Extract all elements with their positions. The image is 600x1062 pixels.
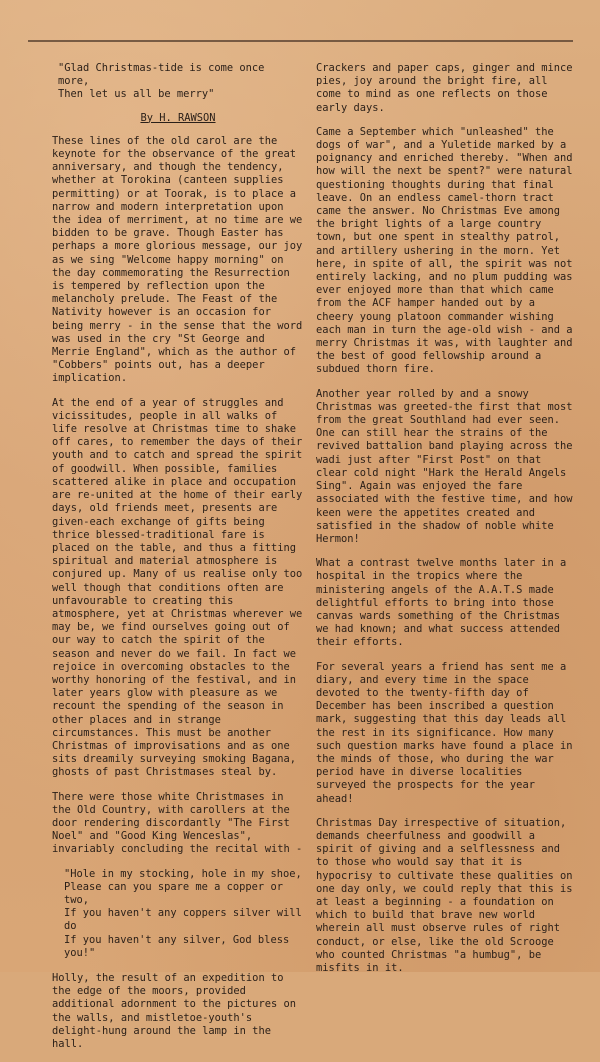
left-column <box>52 62 304 1062</box>
left-paragraph-1: These lines of the old carol are the keynote for the observance of the great anniversary, and though the tendency, whether at Torokina (canteen supplies permitting) or at Toorak, is to place a narrow and modern interpretation upon the idea of merriment, at no time are we bidden to be grave. Though Easter has perhaps a more glorious message, our joy as we sing "Welcome happy morning" on the day commemorating the Resurrection is tempered by reflection upon the melancholy prelude. The Feast of the Nativity however is an occasion for being merry - in the sense that the word was used in the cry "St George and Merrie England", which as the author of "Cobbers" points out, has a deeper implication. <box>52 134 303 385</box>
top-rule <box>28 40 573 42</box>
right-paragraph-5: For several years a friend has sent me a diary, and every time in the space devoted to the twenty-fifth day of December has been inscribed a question mark, suggesting that this day leads all the rest in its significance. How many such question marks have found a place in the minds of those, who during the war period have in diverse localities surveyed the prospects for the year ahead! <box>316 660 573 805</box>
left-paragraph-4: Holly, the result of an expedition to the edge of the moors, provided additional adornment to the pictures on the walls, and mistletoe-youth's delight-hung around the lamp in the hall. <box>52 972 296 1051</box>
right-paragraph-2: Came a September which "unleashed" the dogs of war", and a Yuletide marked by a poignancy and enriched thereby. "When and how will the next be spent?" were natural questioning thoughts during that final leave. On an endless camel-thorn tract came the answer. No Christmas Eve among the bright lights of a large country town, but one spent in stealthy patrol, and artillery ushering in the morn. Yet here, in spite of all, the spirit was not entirely lacking, and no plum pudding was ever enjoyed more than that which came from the ACF hamper handed out by a cheery young platoon commander wishing each man in turn the age-old wish - and a merry Christmas it was, with laughter and the best of good fellowship around a subdued thorn fire. <box>316 125 573 376</box>
right-paragraph-1: Crackers and paper caps, ginger and mince pies, joy around the bright fire, all come to mind as one reflects on those early days. <box>316 62 573 114</box>
epigraph: "Glad Christmas-tide is come once more, Then let us all be merry" <box>58 62 265 101</box>
left-paragraph-3: There were those white Christmases in the Old Country, with carollers at the door rendering discordantly "The First Noel" and "Good King Wenceslas", invariably concluding the recital with - <box>52 790 303 856</box>
left-paragraph-2: At the end of a year of struggles and vicissitudes, people in all walks of life resolve at Christmas time to shake off cares, to remember the days of their youth and to catch and spread the spirit of goodwill. When possible, families scattered alike in place and occupation are re-united at the home of their early days, old friends meet, presents are given-each exchange of gifts being thrice blessed-traditional fare is placed on the table, and thus a fitting spiritual and material atmosphere is conjured up. Many of us realise only too well though that conditions often are unfavourable to creating this atmosphere, yet at Christmas wherever we may be, we find ourselves going out of our way to catch the spirit of the season and never do we fail. In fact we rejoice in overcoming obstacles to the worthy honoring of the festival, and in later years glow with pleasure as we recount the spending of the season in other places and in strange circumstances. This must be another Christmas of improvisations and as one sits dreamily surveying smoking Bagana, ghosts of past Christmases steal by. <box>52 396 303 779</box>
right-column <box>316 62 578 986</box>
right-paragraph-4: What a contrast twelve months later in a hospital in the tropics where the ministering angels of the A.A.T.S made delightful efforts to bring into those canvas wards something of the Christmas we had known; and what success attended their efforts. <box>316 557 567 649</box>
right-paragraph-3: Another year rolled by and a snowy Christmas was greeted-the first that most from the great Southland had ever seen. One can still hear the strains of the revived battalion band playing across the wadi just after "First Post" on that clear cold night "Hark the Herald Angels Sing". Again was enjoyed the fare associated with the festive time, and how keen were the appetites created and satisfied in the shadow of noble white Hermon! <box>316 387 573 545</box>
verse: "Hole in my stocking, hole in my shoe, Please can you spare me a copper or two, If you haven't any coppers silver will do If you haven't any silver, God bless you!" <box>64 867 302 959</box>
byline: By H. RAWSON <box>140 111 216 124</box>
right-paragraph-6: Christmas Day irrespective of situation, demands cheerfulness and goodwill a spirit of giving and a selflessness and to those who would say that it is hypocrisy to cultivate these qualities on one day only, we could reply that this is at least a beginning - a foundation on which to build that brave new world wherein all must observe rules of right conduct, or else, like the old Scrooge who counted Christmas "a humbug", be misfits in it. <box>316 816 573 974</box>
